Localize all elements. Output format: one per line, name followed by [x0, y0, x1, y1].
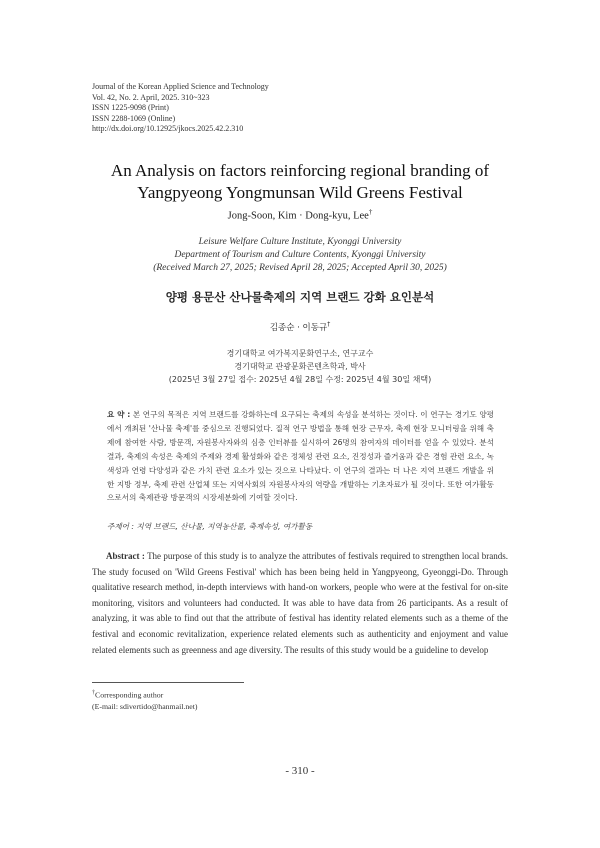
affiliation-en-line-2: Department of Tourism and Culture Contents, Kyonggi University [174, 250, 426, 260]
corresponding-dagger-ko: † [327, 321, 331, 329]
received-dates-en: (Received March 27, 2025; Revised April 28, 2025; Accepted April 30, 2025) [153, 263, 447, 273]
abstract-en-text: The purpose of this study is to analyze the attributes of festivals required to strengthen local brands. The study focused on 'Wild Greens Festival' which has been being held in Yangpyeong, Gyeonggi-Do. Through qualitative research method, in-depth interviews with hand-on workers, people who were at the festival for on-site monitoring, visitors and volunteers had conducted. It was able to have data from 26 participants. As a result of analyzing, it was able to find out that the attribute of festival has identity related elements such as a theme of the festival and economic revitalization, experience related elements such as authenticity and enjoyment and value related elements such as greenness and age diversity. The results of this study would be a guideline to develop [92, 551, 508, 655]
abstract-en-label: Abstract : [106, 551, 145, 561]
corresponding-dagger-en: † [368, 208, 373, 216]
affiliation-ko-line-2: 경기대학교 관광문화콘텐츠학과, 박사 [234, 362, 366, 371]
footnote [92, 688, 197, 712]
corresponding-email: (E-mail: sdivertido@hanmail.net) [92, 701, 198, 711]
title-line-1: An Analysis on factors reinforcing regional branding of [110, 161, 490, 180]
abstract-en [92, 549, 508, 658]
journal-issn-print: ISSN 1225-9098 (Print) [92, 103, 169, 112]
journal-name: Journal of the Korean Applied Science and Technology [92, 82, 269, 91]
journal-doi: http://dx.doi.org/10.12925/jkocs.2025.42.2.310 [92, 124, 244, 133]
journal-info [92, 82, 269, 135]
abstract-ko [107, 408, 494, 505]
affiliation-ko-line-1: 경기대학교 여가복지문화연구소, 연구교수 [226, 349, 374, 358]
abstract-ko-label: 요 약 : [107, 410, 131, 419]
keywords-ko: 주제어 : 지역 브랜드, 산나물, 지역농산물, 축제속성, 여가활동 [107, 522, 313, 531]
authors-en-text: Jong-Soon, Kim · Dong-kyu, Lee [227, 210, 369, 222]
footnote-dagger: † [92, 690, 95, 696]
journal-volume: Vol. 42, No. 2. April, 2025. 310~323 [92, 92, 210, 102]
journal-issn-online: ISSN 2288-1069 (Online) [92, 113, 176, 123]
authors-ko [0, 321, 600, 333]
abstract-ko-text: 본 연구의 목적은 지역 브랜드를 강화하는데 요구되는 축제의 속성을 분석하는 것이다. 이 연구는 경기도 양평에서 개최된 '산나물 축제'를 중심으로 진행되었다. 질적 연구 방법을 통해 현장 근무자, 축제 현장 모니터링을 위해 축제에 참여한 사람, 방문객, 자원봉사자와의 심층 인터뷰를 실시하여 26명의 참여자의 데이터를 얻을 수 있었다. 분석 결과, 축제의 속성은 축제의 주제와 경제 활성화와 같은 정체성 관련 요소, 진정성과 즐거움과 같은 경험 관련 요소, 녹색성과 연령 다양성과 같은 가치 관련 요소가 있는 것으로 나타났다. 이 연구의 결과는 더 나은 지역 브랜드 개발을 위한 지방 정부, 축제 관련 산업체 또는 지역사회의 자원봉사자의 역량을 개발하는 기초자료가 될 것이다. 또한 여가활동으로서의 축제관광 방문객의 시장세분화에 기여할 것이다. [107, 410, 495, 503]
affiliation-ko [0, 347, 600, 386]
page-number: - 310 - [285, 765, 315, 777]
affiliation-en-line-1: Leisure Welfare Culture Institute, Kyonggi University [198, 237, 402, 247]
footnote-divider [92, 682, 244, 683]
authors-en [0, 208, 600, 222]
paper-title-ko: 양평 용문산 산나물축제의 지역 브랜드 강화 요인분석 [165, 290, 435, 304]
authors-ko-text: 김종순 · 이동규 [269, 323, 328, 333]
corresponding-author-label: Corresponding author [95, 690, 164, 700]
paper-title-en [0, 160, 600, 204]
received-dates-ko: (2025년 3월 27일 접수: 2025년 4월 28일 수정: 2025년 4월 30일 채택) [168, 375, 432, 384]
title-line-2: Yangpyeong Yongmunsan Wild Greens Festival [137, 183, 463, 202]
affiliation-en [0, 236, 600, 275]
